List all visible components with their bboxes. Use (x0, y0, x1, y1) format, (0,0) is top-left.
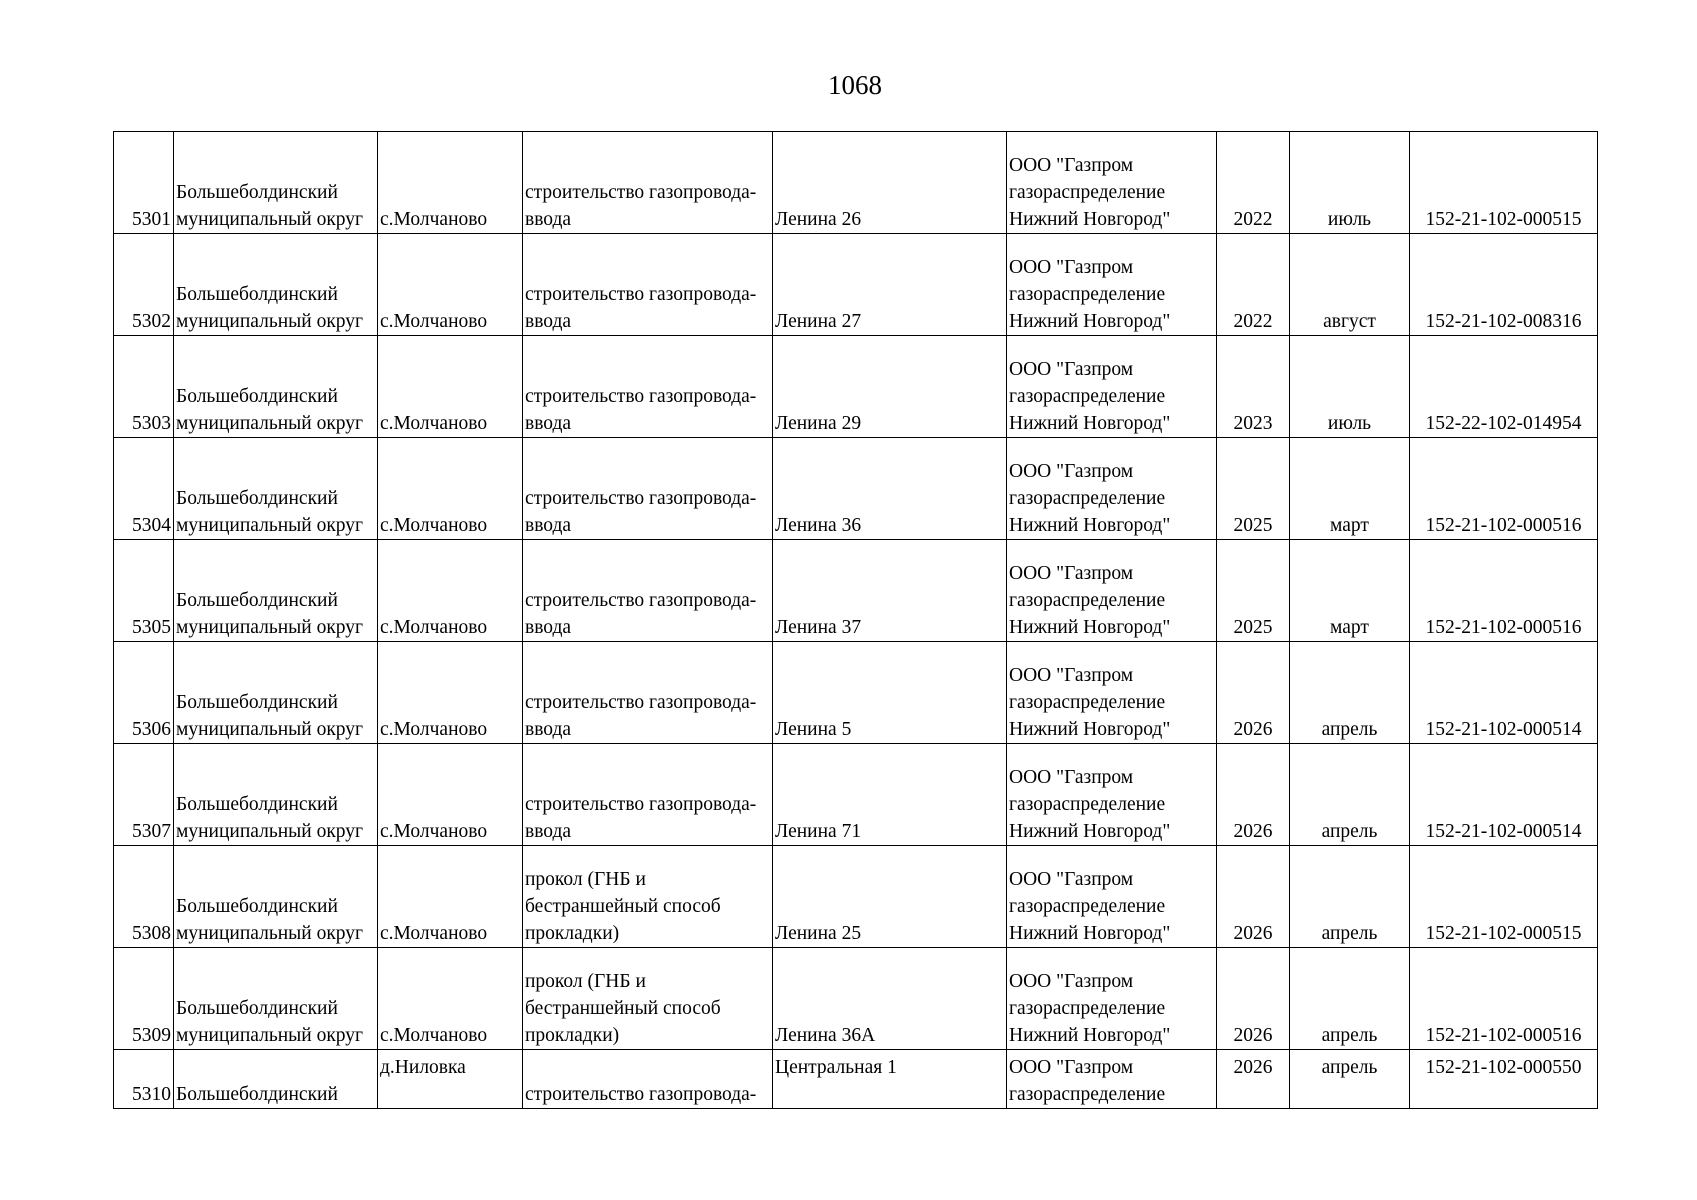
row-number-cell: 5305 (114, 540, 174, 642)
year-cell: 2026 (1217, 846, 1290, 948)
address-cell: Ленина 36 (773, 438, 1007, 540)
month-cell: март (1290, 438, 1410, 540)
work-type-line: строительство газопровода- (525, 182, 757, 203)
district-line: муниципальный округ (176, 515, 364, 536)
organization-line: ООО "Газпром (1009, 563, 1134, 584)
work-type-line: бестраншейный способ (525, 896, 721, 917)
address-cell: Центральная 1 (773, 1050, 1007, 1109)
month-cell: апрель (1290, 948, 1410, 1050)
year-cell: 2026 (1217, 642, 1290, 744)
work-type-line: прокол (ГНБ и (525, 971, 646, 992)
organization-cell (1007, 846, 1217, 948)
row-number-cell: 5308 (114, 846, 174, 948)
work-type-line: ввода (525, 413, 572, 434)
district-line: муниципальный округ (176, 209, 364, 230)
code-cell: 152-21-102-000550 (1410, 1050, 1598, 1109)
code-cell: 152-21-102-000516 (1410, 540, 1598, 642)
work-type-line: строительство газопровода- (525, 386, 757, 407)
work-type-cell (523, 744, 773, 846)
district-line: Большеболдинский (176, 1084, 338, 1105)
year-cell: 2022 (1217, 132, 1290, 234)
address-cell: Ленина 27 (773, 234, 1007, 336)
settlement-cell: с.Молчаново (378, 234, 523, 336)
organization-line: газораспределение (1009, 794, 1166, 815)
code-cell: 152-21-102-000514 (1410, 642, 1598, 744)
work-type-line: прокладки) (525, 1025, 620, 1046)
year-cell: 2025 (1217, 540, 1290, 642)
month-cell: март (1290, 540, 1410, 642)
work-type-cell (523, 438, 773, 540)
district-cell (174, 132, 378, 234)
table-row (114, 846, 1598, 948)
organization-line: газораспределение (1009, 182, 1166, 203)
address-cell: Ленина 5 (773, 642, 1007, 744)
year-cell: 2026 (1217, 744, 1290, 846)
organization-line: ООО "Газпром (1009, 155, 1134, 176)
organization-cell (1007, 438, 1217, 540)
row-number-cell: 5302 (114, 234, 174, 336)
month-cell: апрель (1290, 846, 1410, 948)
organization-line: газораспределение (1009, 386, 1166, 407)
year-cell: 2023 (1217, 336, 1290, 438)
district-line: Большеболдинский (176, 488, 338, 509)
settlement-cell: с.Молчаново (378, 846, 523, 948)
work-type-line: строительство газопровода- (525, 1084, 757, 1105)
year-cell: 2022 (1217, 234, 1290, 336)
district-line: муниципальный округ (176, 719, 364, 740)
settlement-cell: с.Молчаново (378, 438, 523, 540)
work-type-line: прокол (ГНБ и (525, 869, 646, 890)
year-cell: 2026 (1217, 1050, 1290, 1109)
month-cell: апрель (1290, 1050, 1410, 1109)
table-row (114, 642, 1598, 744)
work-type-cell (523, 846, 773, 948)
organization-line: ООО "Газпром (1009, 461, 1134, 482)
table-row (114, 948, 1598, 1050)
register-table (113, 131, 1598, 1109)
organization-line: Нижний Новгород" (1009, 515, 1171, 536)
district-cell (174, 846, 378, 948)
table-row (114, 336, 1598, 438)
table-row (114, 540, 1598, 642)
month-cell: апрель (1290, 744, 1410, 846)
settlement-cell: с.Молчаново (378, 642, 523, 744)
address-cell: Ленина 25 (773, 846, 1007, 948)
district-line: Большеболдинский (176, 896, 338, 917)
organization-line: Нижний Новгород" (1009, 1025, 1171, 1046)
month-cell: август (1290, 234, 1410, 336)
district-line: муниципальный округ (176, 311, 364, 332)
organization-line: ООО "Газпром (1009, 869, 1134, 890)
address-cell: Ленина 26 (773, 132, 1007, 234)
district-line: муниципальный округ (176, 821, 364, 842)
organization-line: газораспределение (1009, 896, 1166, 917)
district-line: Большеболдинский (176, 386, 338, 407)
address-cell: Ленина 29 (773, 336, 1007, 438)
code-cell: 152-21-102-000514 (1410, 744, 1598, 846)
work-type-cell (523, 1050, 773, 1109)
work-type-cell (523, 132, 773, 234)
organization-line: газораспределение (1009, 488, 1166, 509)
work-type-cell (523, 642, 773, 744)
work-type-line: строительство газопровода- (525, 794, 757, 815)
work-type-cell (523, 948, 773, 1050)
row-number-cell: 5304 (114, 438, 174, 540)
row-number-cell: 5303 (114, 336, 174, 438)
code-cell: 152-21-102-000515 (1410, 846, 1598, 948)
work-type-line: прокладки) (525, 923, 620, 944)
table-row (114, 438, 1598, 540)
organization-cell (1007, 642, 1217, 744)
district-cell (174, 540, 378, 642)
code-cell: 152-21-102-000516 (1410, 438, 1598, 540)
organization-line: Нижний Новгород" (1009, 311, 1171, 332)
address-cell: Ленина 36А (773, 948, 1007, 1050)
organization-line: ООО "Газпром (1009, 665, 1134, 686)
organization-line: газораспределение (1009, 590, 1166, 611)
table-row (114, 744, 1598, 846)
work-type-line: бестраншейный способ (525, 998, 721, 1019)
organization-line: ООО "Газпром (1009, 1057, 1134, 1078)
district-cell (174, 948, 378, 1050)
district-line: Большеболдинский (176, 284, 338, 305)
code-cell: 152-21-102-000515 (1410, 132, 1598, 234)
work-type-line: строительство газопровода- (525, 284, 757, 305)
district-line: Большеболдинский (176, 692, 338, 713)
organization-line: Нижний Новгород" (1009, 413, 1171, 434)
organization-line: Нижний Новгород" (1009, 821, 1171, 842)
address-cell: Ленина 37 (773, 540, 1007, 642)
table-row (114, 132, 1598, 234)
district-line: Большеболдинский (176, 590, 338, 611)
row-number-cell: 5306 (114, 642, 174, 744)
year-cell: 2025 (1217, 438, 1290, 540)
district-cell (174, 744, 378, 846)
organization-line: газораспределение (1009, 284, 1166, 305)
row-number-cell: 5301 (114, 132, 174, 234)
work-type-cell (523, 234, 773, 336)
organization-line: ООО "Газпром (1009, 767, 1134, 788)
organization-line: ООО "Газпром (1009, 257, 1134, 278)
district-line: муниципальный округ (176, 413, 364, 434)
work-type-line: ввода (525, 821, 572, 842)
month-cell: июль (1290, 132, 1410, 234)
settlement-cell: д.Ниловка (378, 1050, 523, 1109)
district-line: муниципальный округ (176, 617, 364, 638)
work-type-line: ввода (525, 719, 572, 740)
organization-cell (1007, 336, 1217, 438)
work-type-line: строительство газопровода- (525, 590, 757, 611)
settlement-cell: с.Молчаново (378, 336, 523, 438)
register-body (114, 132, 1598, 1109)
organization-cell (1007, 744, 1217, 846)
address-cell: Ленина 71 (773, 744, 1007, 846)
organization-cell (1007, 132, 1217, 234)
district-line: Большеболдинский (176, 182, 338, 203)
year-cell: 2026 (1217, 948, 1290, 1050)
district-cell (174, 336, 378, 438)
work-type-line: ввода (525, 209, 572, 230)
organization-line: газораспределение (1009, 692, 1166, 713)
organization-line: Нижний Новгород" (1009, 209, 1171, 230)
settlement-cell: с.Молчаново (378, 132, 523, 234)
settlement-cell: с.Молчаново (378, 948, 523, 1050)
code-cell: 152-21-102-000516 (1410, 948, 1598, 1050)
table-row (114, 234, 1598, 336)
organization-line: Нижний Новгород" (1009, 923, 1171, 944)
district-line: Большеболдинский (176, 794, 338, 815)
district-line: Большеболдинский (176, 998, 338, 1019)
settlement-cell: с.Молчаново (378, 540, 523, 642)
table-row (114, 1050, 1598, 1109)
district-cell (174, 438, 378, 540)
work-type-line: ввода (525, 617, 572, 638)
settlement-cell: с.Молчаново (378, 744, 523, 846)
organization-line: ООО "Газпром (1009, 359, 1134, 380)
row-number-cell: 5307 (114, 744, 174, 846)
work-type-line: ввода (525, 311, 572, 332)
organization-line: ООО "Газпром (1009, 971, 1134, 992)
organization-line: Нижний Новгород" (1009, 617, 1171, 638)
district-line: муниципальный округ (176, 1025, 364, 1046)
code-cell: 152-21-102-008316 (1410, 234, 1598, 336)
work-type-cell (523, 336, 773, 438)
month-cell: июль (1290, 336, 1410, 438)
organization-cell (1007, 540, 1217, 642)
month-cell: апрель (1290, 642, 1410, 744)
district-cell (174, 234, 378, 336)
row-number-cell: 5309 (114, 948, 174, 1050)
page-number: 1068 (828, 70, 882, 100)
code-cell: 152-22-102-014954 (1410, 336, 1598, 438)
work-type-line: строительство газопровода- (525, 692, 757, 713)
organization-line: газораспределение (1009, 1084, 1166, 1105)
organization-line: газораспределение (1009, 998, 1166, 1019)
district-line: муниципальный округ (176, 923, 364, 944)
organization-cell (1007, 1050, 1217, 1109)
district-cell (174, 642, 378, 744)
work-type-line: ввода (525, 515, 572, 536)
row-number-cell: 5310 (114, 1050, 174, 1109)
organization-cell (1007, 948, 1217, 1050)
organization-line: Нижний Новгород" (1009, 719, 1171, 740)
work-type-line: строительство газопровода- (525, 488, 757, 509)
organization-cell (1007, 234, 1217, 336)
district-cell (174, 1050, 378, 1109)
work-type-cell (523, 540, 773, 642)
